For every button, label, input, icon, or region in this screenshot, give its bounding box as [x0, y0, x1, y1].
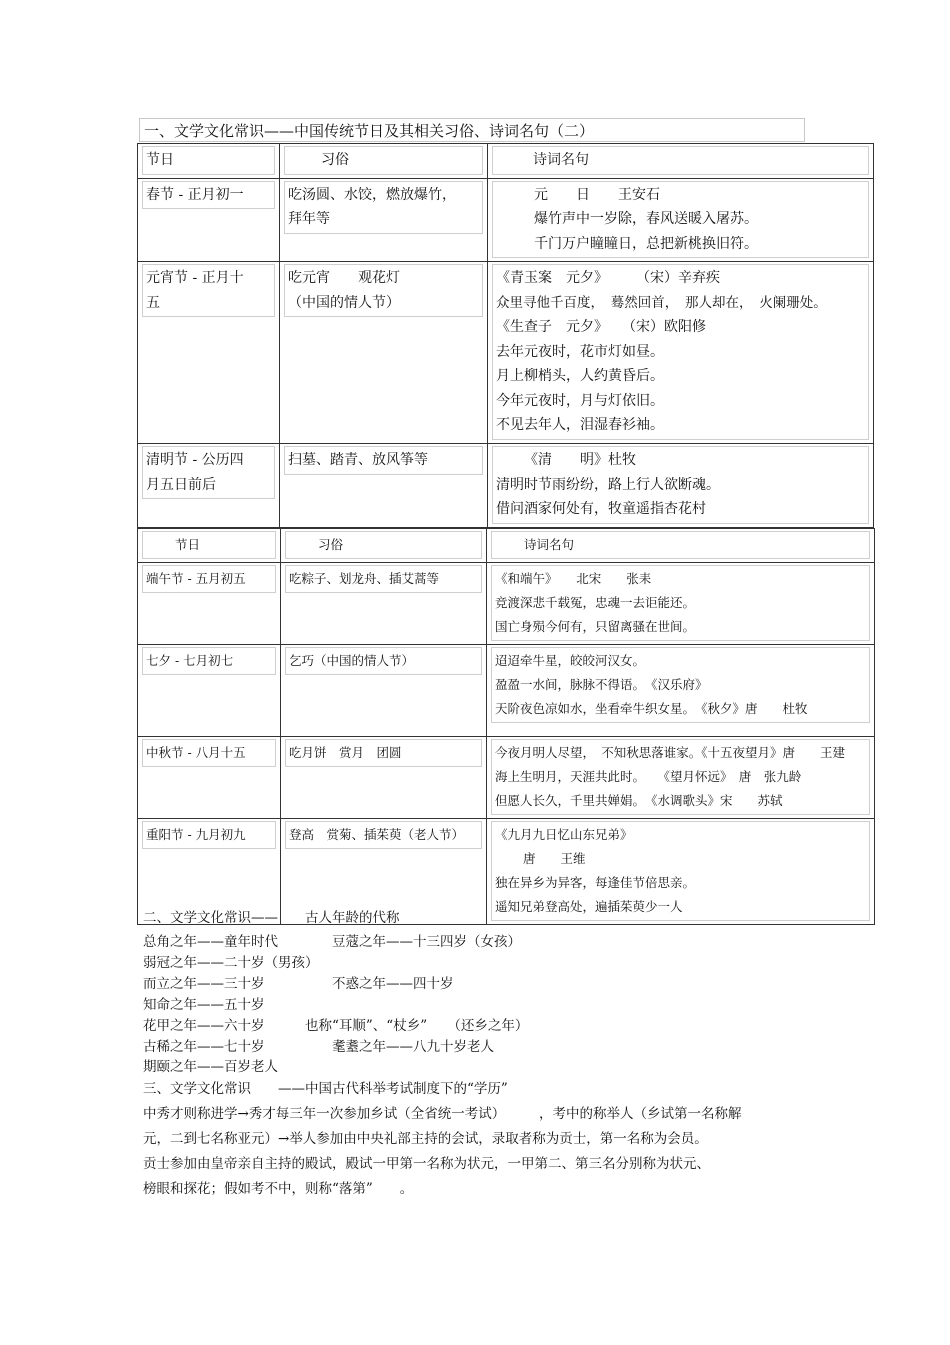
age-term-line: 弱冠之年——二十岁（男孩）: [143, 955, 319, 971]
table-row: [138, 563, 875, 645]
festival-cell: 元宵节 - 正月十 五: [142, 264, 275, 317]
table-header-row: [138, 144, 874, 179]
festival-cell: 端午节 - 五月初五: [142, 565, 276, 593]
table-row: [138, 178, 874, 262]
exam-paragraph-line: 贡士参加由皇帝亲自主持的殿试，殿试一甲第一名称为状元，一甲第二、第三名分别称为状元、: [143, 1156, 710, 1172]
table-row: [138, 737, 875, 819]
festival-cell: 春节 - 正月初一: [142, 181, 275, 210]
poem-cell: 今夜月明人尽望， 不知秋思落谁家。《十五夜望月》唐 王建 海上生明月，天涯共此时。 《望月怀远》 唐 张九龄 但愿人长久，千里共婵娟。 《水调歌头》宋 苏轼: [491, 739, 870, 815]
festival-cell: 清明节 - 公历四 月五日前后: [142, 446, 275, 499]
custom-cell: 吃粽子、划龙舟、插艾蒿等: [285, 565, 482, 593]
exam-paragraph-line: 中秀才则称进学→秀才每三年一次参加乡试（全省统一考试） ，考中的称举人（乡试第一名称解: [143, 1106, 742, 1122]
poem-cell: 元 日 王安石 爆竹声中一岁除，春风送暖入屠苏。 千门万户瞳瞳日，总把新桃换旧符。: [492, 181, 869, 259]
festival-cell: 七夕 - 七月初七: [142, 647, 276, 675]
poem-cell: 《青玉案 元夕》 （宋）辛弃疾 众里寻他千百度， 蓦然回首， 那人却在， 火阑珊处。 《生查子 元夕》 （宋）欧阳修 去年元夜时，花市灯如昼。 月上柳梢头，人约黄昏后。 今年元夜时，月与灯依旧。 不见去年人，泪湿春衫袖。: [492, 264, 869, 440]
table-row: [138, 262, 874, 444]
age-term-line: 古稀之年——七十岁 耄耋之年——八九十岁老人: [143, 1039, 494, 1055]
custom-cell: 吃元宵 观花灯 （中国的情人节）: [284, 264, 483, 317]
festival-table-2: [137, 528, 875, 925]
table-row: [138, 444, 874, 528]
custom-cell: 登高 赏菊、插茱萸（老人节）: [285, 821, 482, 849]
poem-cell: 《九月九日忆山东兄弟》 唐 王维 独在异乡为异客，每逢佳节倍思亲。 遥知兄弟登高处，遍插茱萸少一人: [491, 821, 870, 921]
age-term-line: 总角之年——童年时代 豆蔻之年——十三四岁（女孩）: [143, 934, 521, 950]
age-term-line: 期颐之年——百岁老人: [143, 1059, 278, 1075]
festival-table-1: [137, 143, 874, 528]
festival-cell: 重阳节 - 九月初九: [142, 821, 276, 849]
table-row: [138, 645, 875, 737]
section2-title: 二、文学文化常识—— 古人年龄的代称: [143, 910, 400, 926]
poem-cell: 《和端午》 北宋 张耒 竞渡深悲千载冤，忠魂一去讵能还。 国亡身殒今何有，只留离骚在世间。: [491, 565, 870, 641]
header-custom: 习俗: [284, 146, 483, 175]
header-festival: 节日: [142, 146, 275, 175]
header-poems: 诗词名句: [492, 146, 869, 175]
header-festival: 节日: [142, 531, 276, 559]
custom-cell: 扫墓、踏青、放风筝等: [284, 446, 483, 475]
section3-title: 三、文学文化常识 ——中国古代科举考试制度下的“学历”: [143, 1081, 508, 1097]
festival-cell: 中秋节 - 八月十五: [142, 739, 276, 767]
exam-paragraph-line: 元，二到七名称亚元）→举人参加由中央礼部主持的会试，录取者称为贡士，第一名称为会员。: [143, 1131, 708, 1147]
header-custom: 习俗: [285, 531, 482, 559]
custom-cell: 乞巧（中国的情人节）: [285, 647, 482, 675]
table-header-row: [138, 529, 875, 563]
poem-cell: 《清 明》杜牧 清明时节雨纷纷，路上行人欲断魂。 借问酒家何处有，牧童遥指杏花村: [492, 446, 869, 524]
custom-cell: 吃月饼 赏月 团圆: [285, 739, 482, 767]
age-term-line: 知命之年——五十岁: [143, 997, 265, 1013]
header-poems: 诗词名句: [491, 531, 870, 559]
age-term-line: 而立之年——三十岁 不惑之年——四十岁: [143, 976, 454, 992]
exam-paragraph-line: 榜眼和探花；假如考不中，则称“落第” 。: [143, 1181, 414, 1197]
poem-cell: 迢迢牵牛星，皎皎河汉女。 盈盈一水间，脉脉不得语。 《汉乐府》 天阶夜色凉如水，坐看牵牛织女星。 《秋夕》唐 杜牧: [491, 647, 870, 723]
age-term-line: 花甲之年——六十岁 也称“耳顺”、“杖乡” （还乡之年）: [143, 1018, 529, 1034]
section1-title: 一、文学文化常识——中国传统节日及其相关习俗、诗词名句（二）: [139, 118, 805, 142]
custom-cell: 吃汤圆、水饺，燃放爆竹， 拜年等: [284, 181, 483, 234]
